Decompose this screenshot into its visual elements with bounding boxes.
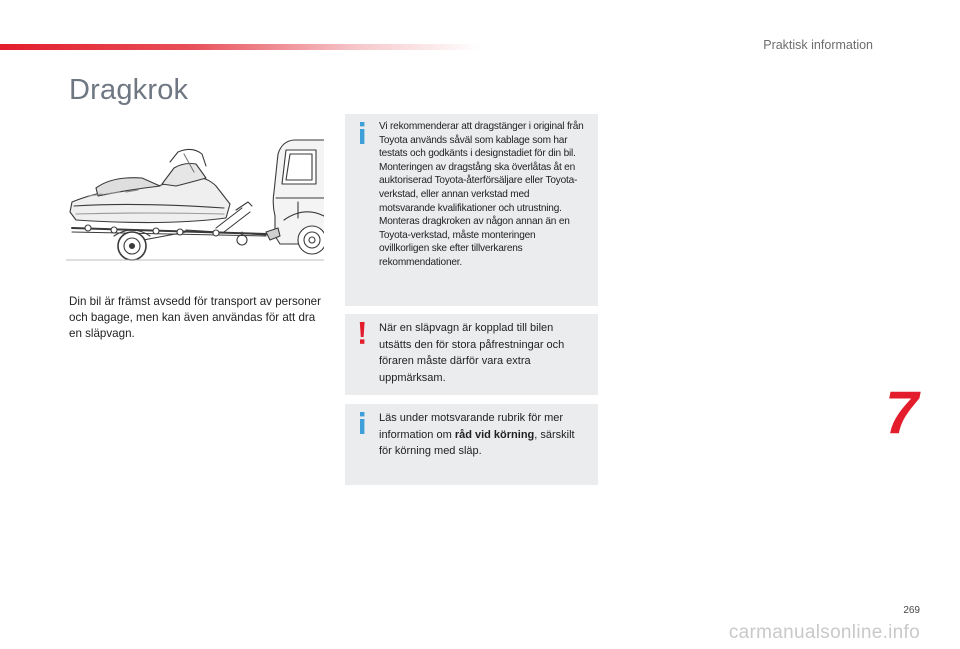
info-note-keyword: råd vid körning bbox=[454, 428, 535, 441]
info-note-text bbox=[379, 410, 588, 460]
page-number: 269 bbox=[903, 605, 920, 616]
warning-note-text: När en släpvagn är kopplad till bilen utsätts den för stora påfrestningar och föraren måste därför vara extra uppmärksam. bbox=[379, 322, 565, 384]
info-icon bbox=[357, 122, 367, 144]
info-note-dragstang bbox=[345, 114, 598, 306]
towing-illustration bbox=[66, 132, 324, 268]
warning-exclamation-icon bbox=[357, 322, 367, 344]
info-note-paragraph: Monteras dragkroken av någon annan än en Toyota-verkstad, måste monteringen ovillkorligen ske efter tillverkarens rekommendationer. bbox=[379, 216, 570, 268]
section-label: Praktisk information bbox=[763, 38, 873, 52]
chapter-number: 7 bbox=[885, 379, 919, 446]
info-icon bbox=[357, 412, 367, 434]
page-title: Dragkrok bbox=[69, 74, 189, 106]
info-note-paragraph: Vi rekommenderar att dragstänger i original från Toyota används såväl som kablage som har testats och godkänts i designstadiet för din bil. Monteringen av dragstång ska överlåtas åt en auktoriserad Toyota-återförsäljare eller Toyota-verkstad, eller annan verkstad med motsvarande kvalifikationer och utrustning. bbox=[379, 121, 584, 214]
info-note-text bbox=[379, 120, 588, 270]
info-note-text-after: , särskilt för körning med släp. bbox=[379, 428, 575, 457]
watermark: carmanualsonline.info bbox=[728, 622, 920, 643]
intro-paragraph: Din bil är främst avsedd för transport av personer och bagage, men kan även användas för att dra en släpvagn. bbox=[69, 295, 321, 340]
header-accent-bar bbox=[0, 44, 480, 50]
info-note-text-before: Läs under motsvarande rubrik för mer information om bbox=[379, 412, 564, 441]
warning-note-slapvagn bbox=[345, 314, 598, 395]
info-note-korning bbox=[345, 404, 598, 485]
